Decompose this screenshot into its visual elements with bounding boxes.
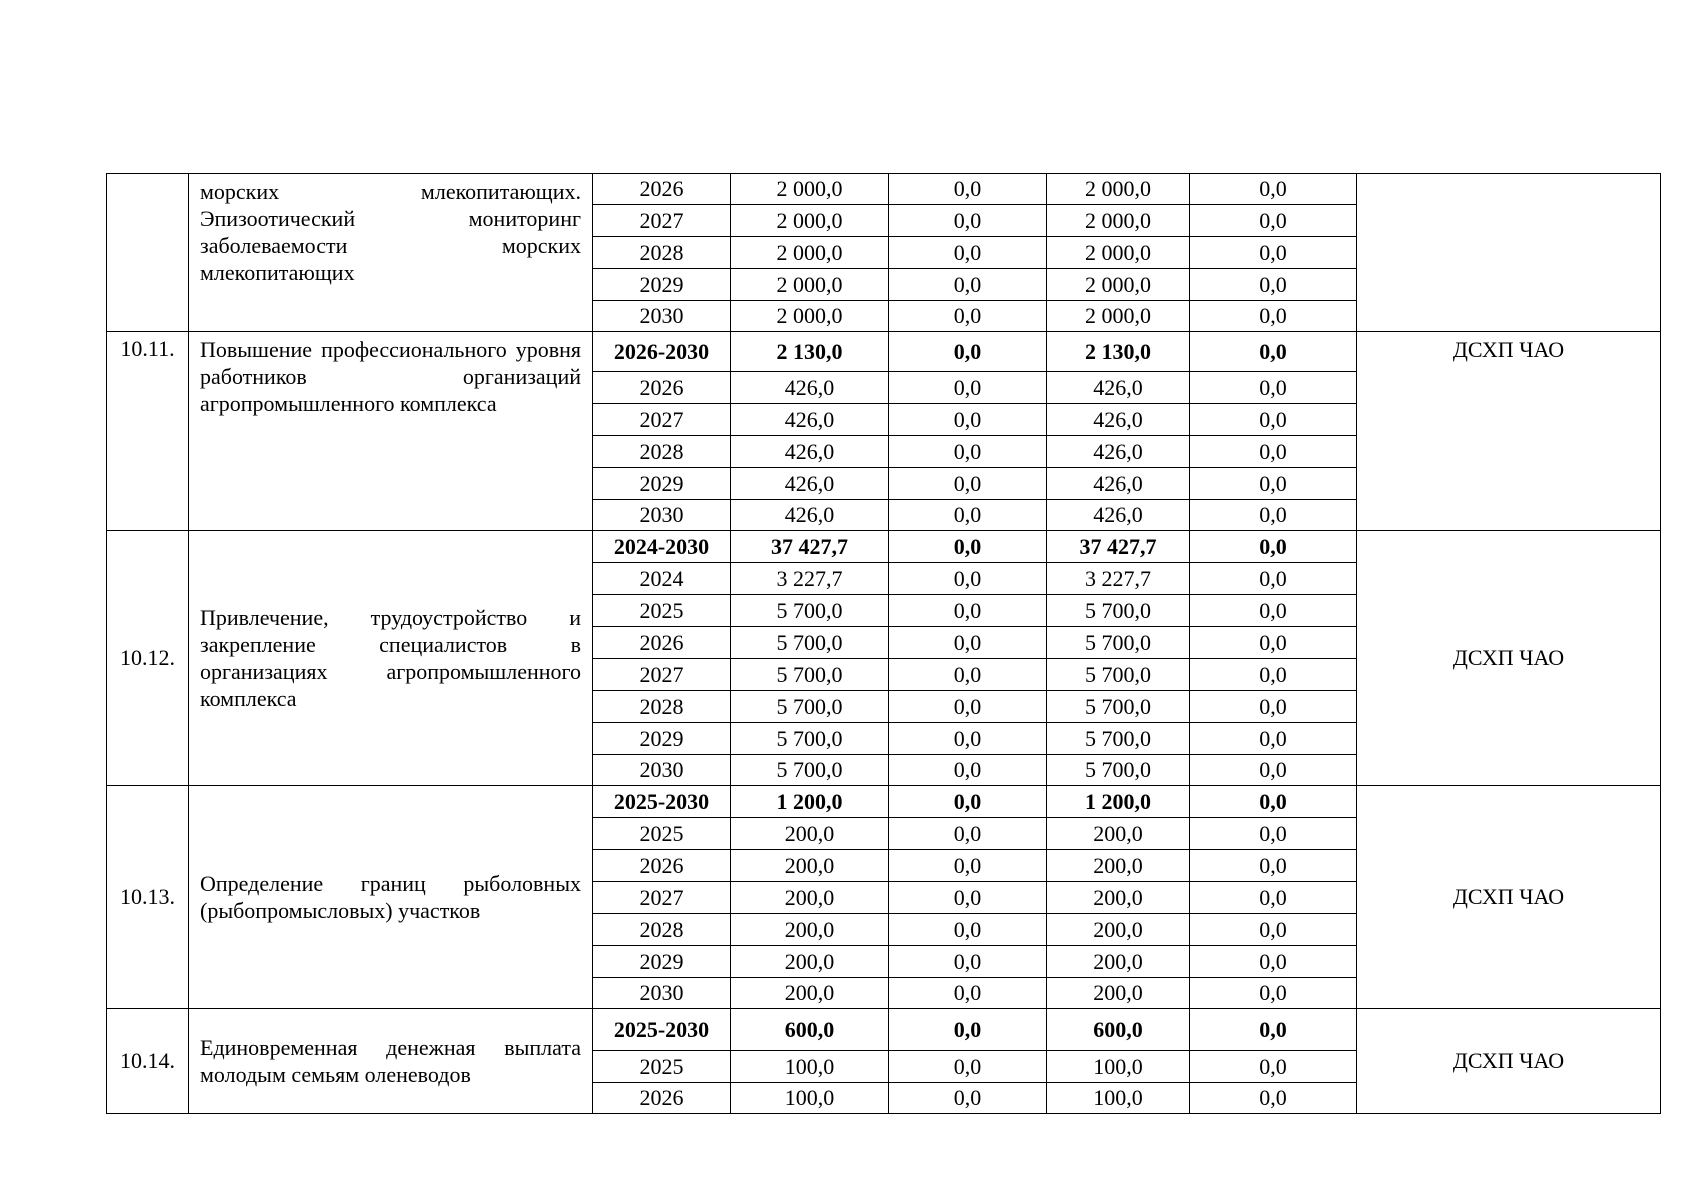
period-cell: 2026 [593,627,731,659]
source-3-cell: 0,0 [1190,818,1357,850]
source-2-cell: 2 130,0 [1047,332,1190,372]
source-1-cell: 0,0 [889,404,1047,436]
source-1-cell: 0,0 [889,882,1047,914]
source-2-cell: 200,0 [1047,850,1190,882]
source-3-cell: 0,0 [1190,755,1357,786]
source-3-cell: 0,0 [1190,174,1357,205]
source-1-cell: 0,0 [889,332,1047,372]
source-1-cell: 0,0 [889,372,1047,404]
source-1-cell: 0,0 [889,1051,1047,1083]
source-3-cell: 0,0 [1190,269,1357,301]
source-2-cell: 5 700,0 [1047,627,1190,659]
source-1-cell: 0,0 [889,563,1047,595]
source-1-cell: 0,0 [889,755,1047,786]
period-cell: 2026-2030 [593,332,731,372]
source-1-cell: 0,0 [889,1083,1047,1114]
source-3-cell: 0,0 [1190,850,1357,882]
source-2-cell: 3 227,7 [1047,563,1190,595]
period-cell: 2027 [593,205,731,237]
period-cell: 2026 [593,850,731,882]
source-2-cell: 2 000,0 [1047,205,1190,237]
total-cell: 2 000,0 [731,237,889,269]
source-2-cell: 200,0 [1047,946,1190,978]
source-1-cell: 0,0 [889,723,1047,755]
table-row [107,531,1661,563]
measure-name: Привлечение, трудоустройство и закрепление специалистов в организациях агропромышленного комплекса [189,531,593,786]
period-cell: 2026 [593,174,731,205]
source-1-cell: 0,0 [889,1009,1047,1051]
source-1-cell: 0,0 [889,946,1047,978]
source-2-cell: 100,0 [1047,1083,1190,1114]
source-1-cell: 0,0 [889,786,1047,818]
source-3-cell: 0,0 [1190,691,1357,723]
total-cell: 2 000,0 [731,301,889,332]
period-cell: 2029 [593,468,731,500]
total-cell: 5 700,0 [731,755,889,786]
measure-name: Единовременная денежная выплата молодым семьям оленеводов [189,1009,593,1114]
measure-name: Повышение профессионального уровня работников организаций агропромышленного комплекса [189,332,593,531]
executor-cell [1357,174,1661,332]
period-cell: 2028 [593,691,731,723]
executor-cell: ДСХП ЧАО [1357,786,1661,1009]
source-3-cell: 0,0 [1190,404,1357,436]
source-1-cell: 0,0 [889,595,1047,627]
source-1-cell: 0,0 [889,174,1047,205]
total-cell: 5 700,0 [731,691,889,723]
source-2-cell: 200,0 [1047,978,1190,1009]
source-1-cell: 0,0 [889,850,1047,882]
source-2-cell: 200,0 [1047,818,1190,850]
total-cell: 426,0 [731,436,889,468]
source-3-cell: 0,0 [1190,882,1357,914]
source-1-cell: 0,0 [889,914,1047,946]
period-cell: 2028 [593,914,731,946]
source-3-cell: 0,0 [1190,531,1357,563]
period-cell: 2030 [593,978,731,1009]
period-cell: 2029 [593,269,731,301]
source-3-cell: 0,0 [1190,627,1357,659]
executor-cell: ДСХП ЧАО [1357,332,1661,531]
measure-number: 10.13. [107,786,189,1009]
period-cell: 2030 [593,301,731,332]
source-2-cell: 2 000,0 [1047,269,1190,301]
source-2-cell: 2 000,0 [1047,237,1190,269]
source-3-cell: 0,0 [1190,723,1357,755]
source-2-cell: 1 200,0 [1047,786,1190,818]
source-3-cell: 0,0 [1190,786,1357,818]
total-cell: 5 700,0 [731,659,889,691]
source-2-cell: 426,0 [1047,372,1190,404]
total-cell: 200,0 [731,914,889,946]
source-1-cell: 0,0 [889,436,1047,468]
period-cell: 2026 [593,1083,731,1114]
total-cell: 426,0 [731,468,889,500]
source-3-cell: 0,0 [1190,563,1357,595]
table-row [107,786,1661,818]
source-3-cell: 0,0 [1190,500,1357,531]
total-cell: 3 227,7 [731,563,889,595]
period-cell: 2025-2030 [593,786,731,818]
source-2-cell: 5 700,0 [1047,659,1190,691]
measure-number: 10.11. [107,332,189,531]
source-2-cell: 426,0 [1047,500,1190,531]
executor-cell: ДСХП ЧАО [1357,1009,1661,1114]
period-cell: 2025 [593,1051,731,1083]
source-1-cell: 0,0 [889,531,1047,563]
source-1-cell: 0,0 [889,468,1047,500]
table-body [107,174,1661,1114]
source-3-cell: 0,0 [1190,659,1357,691]
source-2-cell: 2 000,0 [1047,174,1190,205]
source-3-cell: 0,0 [1190,946,1357,978]
source-3-cell: 0,0 [1190,1051,1357,1083]
period-cell: 2024 [593,563,731,595]
total-cell: 200,0 [731,946,889,978]
period-cell: 2025-2030 [593,1009,731,1051]
total-cell: 100,0 [731,1051,889,1083]
source-2-cell: 5 700,0 [1047,755,1190,786]
total-cell: 600,0 [731,1009,889,1051]
total-cell: 5 700,0 [731,627,889,659]
source-1-cell: 0,0 [889,205,1047,237]
source-1-cell: 0,0 [889,269,1047,301]
source-1-cell: 0,0 [889,818,1047,850]
total-cell: 426,0 [731,404,889,436]
period-cell: 2030 [593,755,731,786]
period-cell: 2029 [593,946,731,978]
source-1-cell: 0,0 [889,301,1047,332]
period-cell: 2027 [593,882,731,914]
source-2-cell: 5 700,0 [1047,723,1190,755]
source-3-cell: 0,0 [1190,1009,1357,1051]
period-cell: 2030 [593,500,731,531]
measure-name: Определение границ рыболовных (рыбопромысловых) участков [189,786,593,1009]
period-cell: 2027 [593,659,731,691]
program-measures-table [106,173,1661,1114]
total-cell: 5 700,0 [731,595,889,627]
source-3-cell: 0,0 [1190,978,1357,1009]
period-cell: 2029 [593,723,731,755]
source-1-cell: 0,0 [889,500,1047,531]
source-1-cell: 0,0 [889,627,1047,659]
source-3-cell: 0,0 [1190,205,1357,237]
source-3-cell: 0,0 [1190,914,1357,946]
source-2-cell: 426,0 [1047,468,1190,500]
measure-number: 10.14. [107,1009,189,1114]
total-cell: 37 427,7 [731,531,889,563]
total-cell: 1 200,0 [731,786,889,818]
period-cell: 2028 [593,237,731,269]
source-2-cell: 200,0 [1047,914,1190,946]
period-cell: 2028 [593,436,731,468]
total-cell: 5 700,0 [731,723,889,755]
period-cell: 2025 [593,595,731,627]
source-1-cell: 0,0 [889,691,1047,723]
source-2-cell: 200,0 [1047,882,1190,914]
source-1-cell: 0,0 [889,659,1047,691]
total-cell: 2 000,0 [731,174,889,205]
source-2-cell: 426,0 [1047,436,1190,468]
period-cell: 2024-2030 [593,531,731,563]
total-cell: 426,0 [731,500,889,531]
executor-cell: ДСХП ЧАО [1357,531,1661,786]
total-cell: 2 130,0 [731,332,889,372]
source-3-cell: 0,0 [1190,468,1357,500]
source-3-cell: 0,0 [1190,301,1357,332]
source-2-cell: 5 700,0 [1047,595,1190,627]
source-3-cell: 0,0 [1190,372,1357,404]
table-row [107,174,1661,205]
measure-number [107,174,189,332]
source-2-cell: 600,0 [1047,1009,1190,1051]
measure-number: 10.12. [107,531,189,786]
source-1-cell: 0,0 [889,978,1047,1009]
source-3-cell: 0,0 [1190,436,1357,468]
source-3-cell: 0,0 [1190,1083,1357,1114]
total-cell: 2 000,0 [731,269,889,301]
total-cell: 200,0 [731,882,889,914]
source-3-cell: 0,0 [1190,595,1357,627]
total-cell: 200,0 [731,978,889,1009]
source-2-cell: 37 427,7 [1047,531,1190,563]
total-cell: 2 000,0 [731,205,889,237]
period-cell: 2026 [593,372,731,404]
total-cell: 200,0 [731,850,889,882]
source-2-cell: 2 000,0 [1047,301,1190,332]
source-3-cell: 0,0 [1190,332,1357,372]
measure-name: морских млекопитающих. Эпизоотический мониторинг заболеваемости морских млекопитающих [189,174,593,332]
total-cell: 426,0 [731,372,889,404]
period-cell: 2027 [593,404,731,436]
source-2-cell: 5 700,0 [1047,691,1190,723]
source-1-cell: 0,0 [889,237,1047,269]
source-2-cell: 100,0 [1047,1051,1190,1083]
period-cell: 2025 [593,818,731,850]
total-cell: 100,0 [731,1083,889,1114]
source-3-cell: 0,0 [1190,237,1357,269]
source-2-cell: 426,0 [1047,404,1190,436]
total-cell: 200,0 [731,818,889,850]
table-row [107,332,1661,372]
table-row [107,1009,1661,1051]
